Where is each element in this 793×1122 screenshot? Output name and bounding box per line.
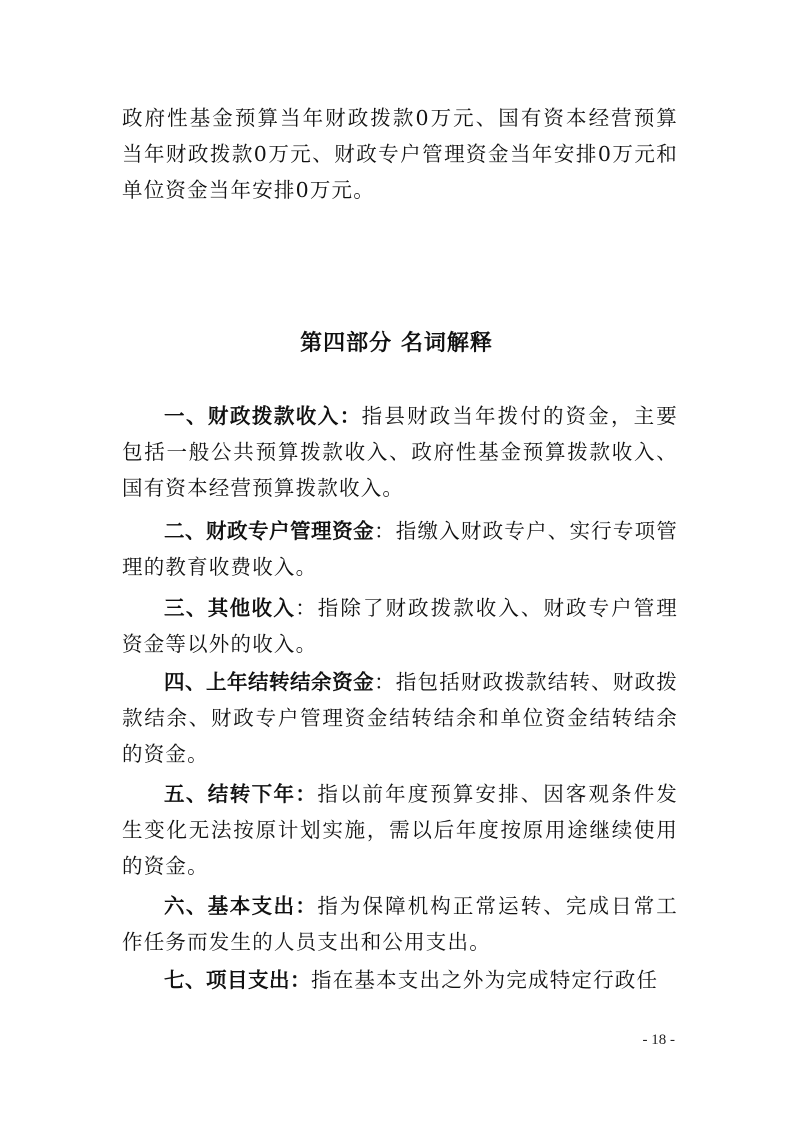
definition-financial-appropriation xyxy=(122,398,678,506)
definition-term: 六、基本支出： xyxy=(164,894,318,918)
definition-term: 四、上年结转结余资金 xyxy=(164,670,375,694)
definition-project-expenditure xyxy=(122,962,678,998)
definition-text: 指在基本支出之外为完成特定行政任 xyxy=(311,968,659,992)
intro-paragraph: 政府性基金预算当年财政拨款0万元、国有资本经营预算当年财政拨款0万元、财政专户管理资金当年安排0万元和单位资金当年安排0万元。 xyxy=(122,106,678,202)
definition-text: ：指除了财政拨款收入、财政专户管理资金等以外的收入。 xyxy=(122,596,679,656)
definition-term: 七、项目支出： xyxy=(164,968,311,992)
definition-term: 二、财政专户管理资金 xyxy=(164,519,375,543)
definition-other-income xyxy=(122,590,678,662)
definition-text: ：指缴入财政专户、实行专项管理的教育收费收入。 xyxy=(122,519,678,579)
page-number: - 18 - xyxy=(642,1032,675,1048)
definition-text: 指为保障机构正常运转、完成日常工作任务而发生的人员支出和公用支出。 xyxy=(122,894,679,954)
definition-carryover-balance xyxy=(122,664,678,772)
definition-term: 五、结转下年： xyxy=(164,782,318,806)
definition-text: 指以前年度预算安排、因客观条件发生变化无法按原计划实施，需以后年度按原用途继续使用的资金。 xyxy=(122,782,679,878)
definition-text: ：指包括财政拨款结转、财政拨款结余、财政专户管理资金结转结余和单位资金结转结余的资金。 xyxy=(122,670,678,766)
definition-term: 三、其他收入 xyxy=(164,596,296,620)
definition-text: 指县财政当年拨付的资金，主要包括一般公共预算拨款收入、政府性基金预算拨款收入、国有资本经营预算拨款收入。 xyxy=(122,404,678,500)
section-heading: 第四部分 名词解释 xyxy=(300,331,493,356)
definition-basic-expenditure xyxy=(122,888,678,960)
definition-special-account-funds xyxy=(122,513,678,585)
definition-carry-to-next-year xyxy=(122,776,678,884)
definition-term: 一、财政拨款收入： xyxy=(164,404,362,428)
